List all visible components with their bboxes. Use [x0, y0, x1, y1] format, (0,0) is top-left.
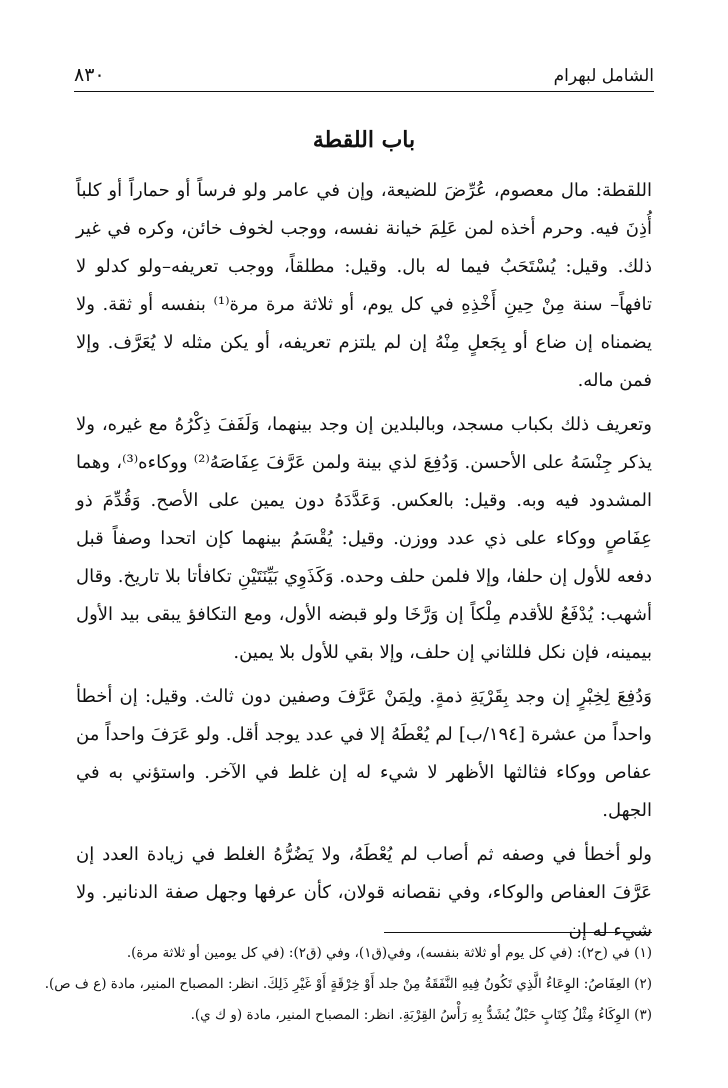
footnote-separator — [384, 932, 652, 933]
footnote-1: (١) في (ح٢): (في كل يوم أو ثلاثة بنفسه)، وفي(ق١)، وفي (ق٢): (في كل يومين أو ثلاثة مرة). — [126, 945, 652, 961]
paragraph-3: وَدُفِعَ لِخِبْرٍ إن وجد بِقَرْيَةِ ذمةٍ. ولِمَنْ عَرَّفَ وصفين دون ثالث. وقيل: إن أخطأ واحداً من عشرة [١٩٤/ب] لم يُعْطَهُ إلا في عدد يوجد أقل. ولو عَرَفَ واحداً من عفاص ووكاء فثالثها الأظهر لا شيء له إن غلط في الآخر. واستؤني به في الجهل. — [76, 686, 652, 821]
body-text — [76, 172, 652, 956]
paragraph-4: ولو أخطأ في وصفه ثم أصاب لم يُعْطَهُ، ولا يَضُرُّهُ الغلط في زيادة العدد إن عَرَّفَ العفاص والوكاء، وفي نقصانه قولان، كأن عرفها وجهل صفة الدنانير. ولا شيء له إن — [76, 844, 652, 941]
chapter-title: باب اللقطة — [312, 127, 416, 153]
book-title: الشامل لبهرام — [553, 66, 654, 86]
page-number: ٨٣٠ — [74, 64, 105, 86]
footnote-3: (٣) الوِكَاءُ مِثْلُ كِتَابٍ حَبْلٌ يُشَدُّ بِهِ رَأْسُ القِرْبَةِ. انظر: المصباح المنير، مادة (و ك ي). — [190, 1007, 652, 1023]
running-header — [74, 60, 654, 86]
footnote-2: (٢) العِفَاصُ: الوِعَاءُ الَّذِي تَكُونُ فِيهِ النَّفَقَةُ مِنْ جلد أَوْ خِرْقَةٍ أَوْ غَيْرِ ذَلِكَ. انظر: المصباح المنير، مادة (ع ف ص). — [44, 976, 652, 992]
paragraph-1: اللقطة: مال معصوم، عُرِّضَ للضيعة، وإن في عامر ولو فرساً أو حماراً أو كلباً أُذِنَ فيه. وحرم أخذه لمن عَلِمَ خيانة نفسه، ووجب لخوف خائن، وكره في غير ذلك. وقيل: يُسْتَحَبُ فيما له بال. وقيل: مطلقاً، ووجب تعريفه–ولو كدلو لا تافهاً– سنة مِنْ حِينِ أَخْذِهِ في كل يوم، أو ثلاثة مرة مرة⁽¹⁾ بنفسه أو ثقة. ولا يضمناه إن ضاع أو بِجَعلٍ مِنْهُ إن لم يلتزم تعريفه، أو يكن مثله لا يُعَرَّف. وإلا فمن ماله. — [76, 180, 652, 391]
paragraph-2: وتعريف ذلك بكباب مسجد، وبالبلدين إن وجد بينهما، وَلَفَفَ ذِكْرُهُ مع غيره، ولا يذكر جِنْسَهُ على الأحسن. وَدُفِعَ لذي بينة ولمن عَرَّفَ عِفَاصَهُ⁽²⁾ ووكاءه⁽³⁾، وهما المشدود فيه وبه. وقيل: بالعكس. وَعَدَّدَهُ دون يمين على الأصح. وَقُدِّمَ ذو عِفَاصٍ ووكاء على ذي عدد ووزن. وقيل: يُقْسَمُ بينهما كإن اتحدا وصفاً قبل دفعه للأول إن حلفا، وإلا فلمن حلف وحده. وَكَذَوِي بَيِّنَتَيْنِ تكافأتا بلا تاريخ. وقال أشهب: يُدْفَعُ للأقدم مِلْكاً إن وَرَّخَا ولو قبضه الأول، ومع التكافؤ يبقى بيد الأول بيمينه، فإن نكل فللثاني إن حلف، وإلا بقي للأول بلا يمين. — [76, 414, 652, 663]
header-rule — [74, 91, 654, 92]
footnotes — [44, 938, 652, 1031]
